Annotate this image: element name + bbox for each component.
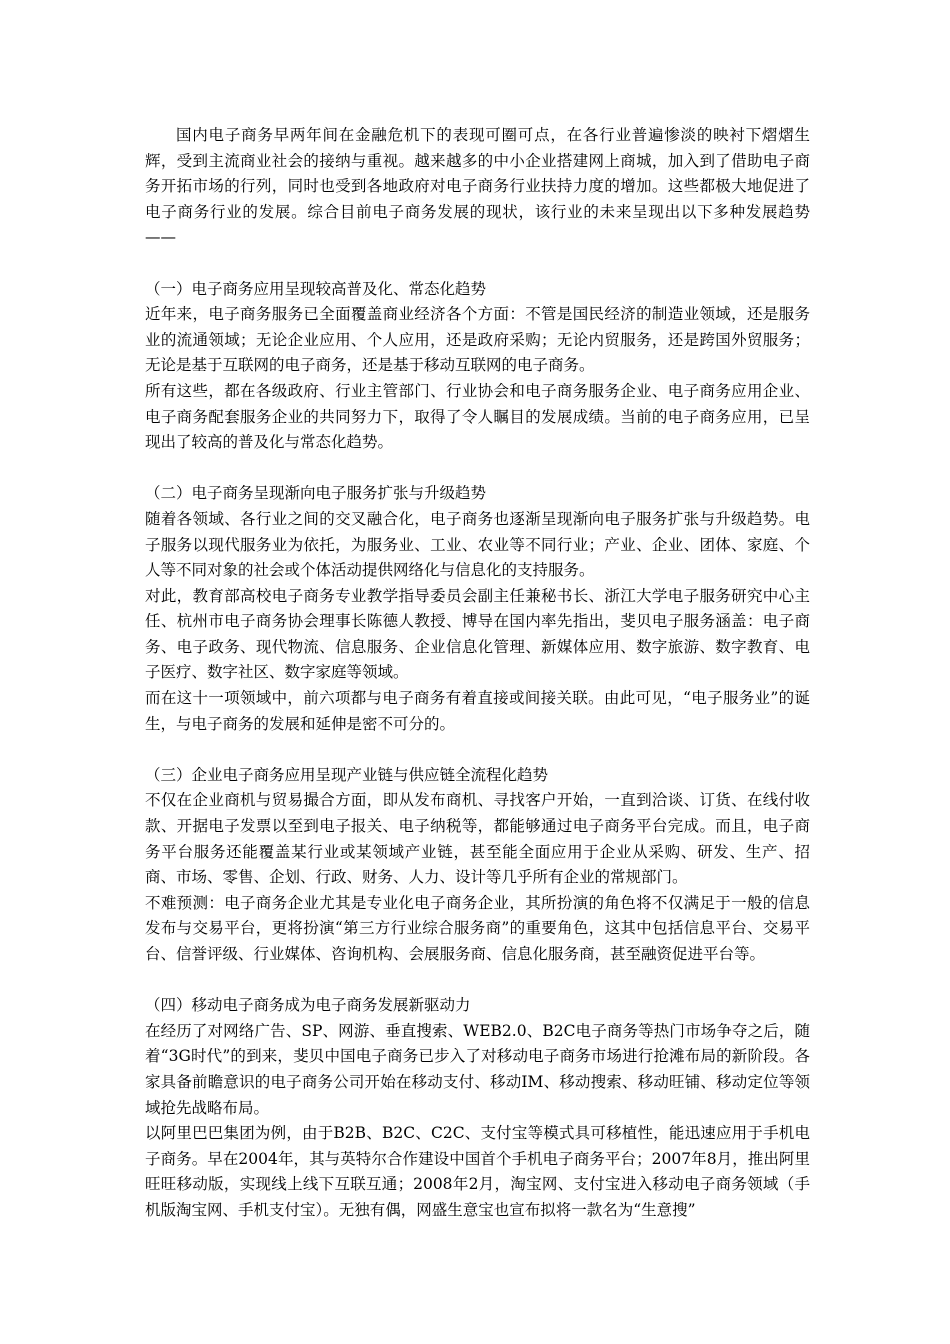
- spacer: [145, 737, 810, 763]
- intro-paragraph: 国内电子商务早两年间在金融危机下的表现可圈可点，在各行业普遍惨淡的映衬下熠熠生辉，受到主流商业社会的接纳与重视。越来越多的中小企业搭建网上商城，加入到了借助电子商务开拓市场的行列，同时也受到各地政府对电子商务行业扶持力度的增加。这些都极大地促进了电子商务行业的发展。综合目前电子商务发展的现状，该行业的未来呈现出以下多种发展趋势——: [145, 126, 810, 247]
- section-1-paragraph-1: 近年来，电子商务服务已全面覆盖商业经济各个方面：不管是国民经济的制造业领域，还是服务业的流通领域；无论企业应用、个人应用，还是政府采购；无论内贸服务，还是跨国外贸服务；无论是基于互联网的电子商务，还是基于移动互联网的电子商务。: [145, 305, 810, 375]
- section-2-heading: （二）电子商务呈现渐向电子服务扩张与升级趋势: [145, 484, 487, 503]
- section-3-heading: （三）企业电子商务应用呈现产业链与供应链全流程化趋势: [145, 765, 549, 784]
- section-4-paragraph-2: 以阿里巴巴集团为例，由于B2B、B2C、C2C、支付宝等模式具可移植性，能迅速应用于手机电子商务。早在2004年，其与英特尔合作建设中国首个手机电子商务平台；2007年8月，推出阿里旺旺移动版，实现线上线下互联互通；2008年2月，淘宝网、支付宝进入移动电子商务领域（手机版淘宝网、手机支付宝）。无独有偶，网盛生意宝也宣布拟将一款名为“生意搜”: [145, 1124, 810, 1219]
- section-1-paragraph-2: 所有这些，都在各级政府、行业主管部门、行业协会和电子商务服务企业、电子商务应用企业、电子商务配套服务企业的共同努力下，取得了令人瞩目的发展成绩。当前的电子商务应用，已呈现出了较高的普及化与常态化趋势。: [145, 381, 810, 452]
- section-1-heading: （一）电子商务应用呈现较高普及化、常态化趋势: [145, 279, 487, 298]
- section-3-paragraph-1: 不仅在企业商机与贸易撮合方面，即从发布商机、寻找客户开始，一直到洽谈、订货、在线付收款、开据电子发票以至到电子报关、电子纳税等，都能够通过电子商务平台完成。而且，电子商务平台服务还能覆盖某行业或某领域产业链，甚至能全面应用于企业从采购、研发、生产、招商、市场、零售、企划、行政、财务、人力、设计等几乎所有企业的常规部门。: [145, 791, 810, 887]
- section-4-paragraph-1: 在经历了对网络广告、SP、网游、垂直搜索、WEB2.0、B2C电子商务等热门市场争夺之后，随着“3G时代”的到来，斐贝中国电子商务已步入了对移动电子商务市场进行抢滩布局的新阶段。各家具备前瞻意识的电子商务公司开始在移动支付、移动IM、移动搜索、移动旺铺、移动定位等领域抢先战略布局。: [145, 1021, 810, 1117]
- section-2-paragraph-3: 而在这十一项领域中，前六项都与电子商务有着直接或间接关联。由此可见，“电子服务业”的诞生，与电子商务的发展和延伸是密不可分的。: [145, 689, 810, 733]
- spacer: [145, 968, 810, 994]
- section-2-paragraph-2: 对此，教育部高校电子商务专业教学指导委员会副主任兼秘书长、浙江大学电子服务研究中心主任、杭州市电子商务协会理事长陈德人教授、博导在国内率先指出，斐贝电子服务涵盖：电子商务、电子政务、现代物流、信息服务、企业信息化管理、新媒体应用、数字旅游、数字教育、电子医疗、数字社区、数字家庭等领域。: [145, 586, 810, 682]
- document-page: [145, 123, 810, 1224]
- section-2-paragraph-1: 随着各领域、各行业之间的交叉融合化，电子商务也逐渐呈现渐向电子服务扩张与升级趋势。电子服务以现代服务业为依托，为服务业、工业、农业等不同行业；产业、企业、团体、家庭、个人等不同对象的社会或个体活动提供网络化与信息化的支持服务。: [145, 509, 810, 580]
- section-4-heading: （四）移动电子商务成为电子商务发展新驱动力: [145, 996, 471, 1015]
- section-3-paragraph-2: 不难预测：电子商务企业尤其是专业化电子商务企业，其所扮演的角色将不仅满足于一般的信息发布与交易平台，更将扮演“第三方行业综合服务商”的重要角色，这其中包括信息平台、交易平台、信誉评级、行业媒体、咨询机构、会展服务商、信息化服务商，甚至融资促进平台等。: [145, 893, 810, 963]
- spacer: [145, 456, 810, 482]
- spacer: [145, 251, 810, 277]
